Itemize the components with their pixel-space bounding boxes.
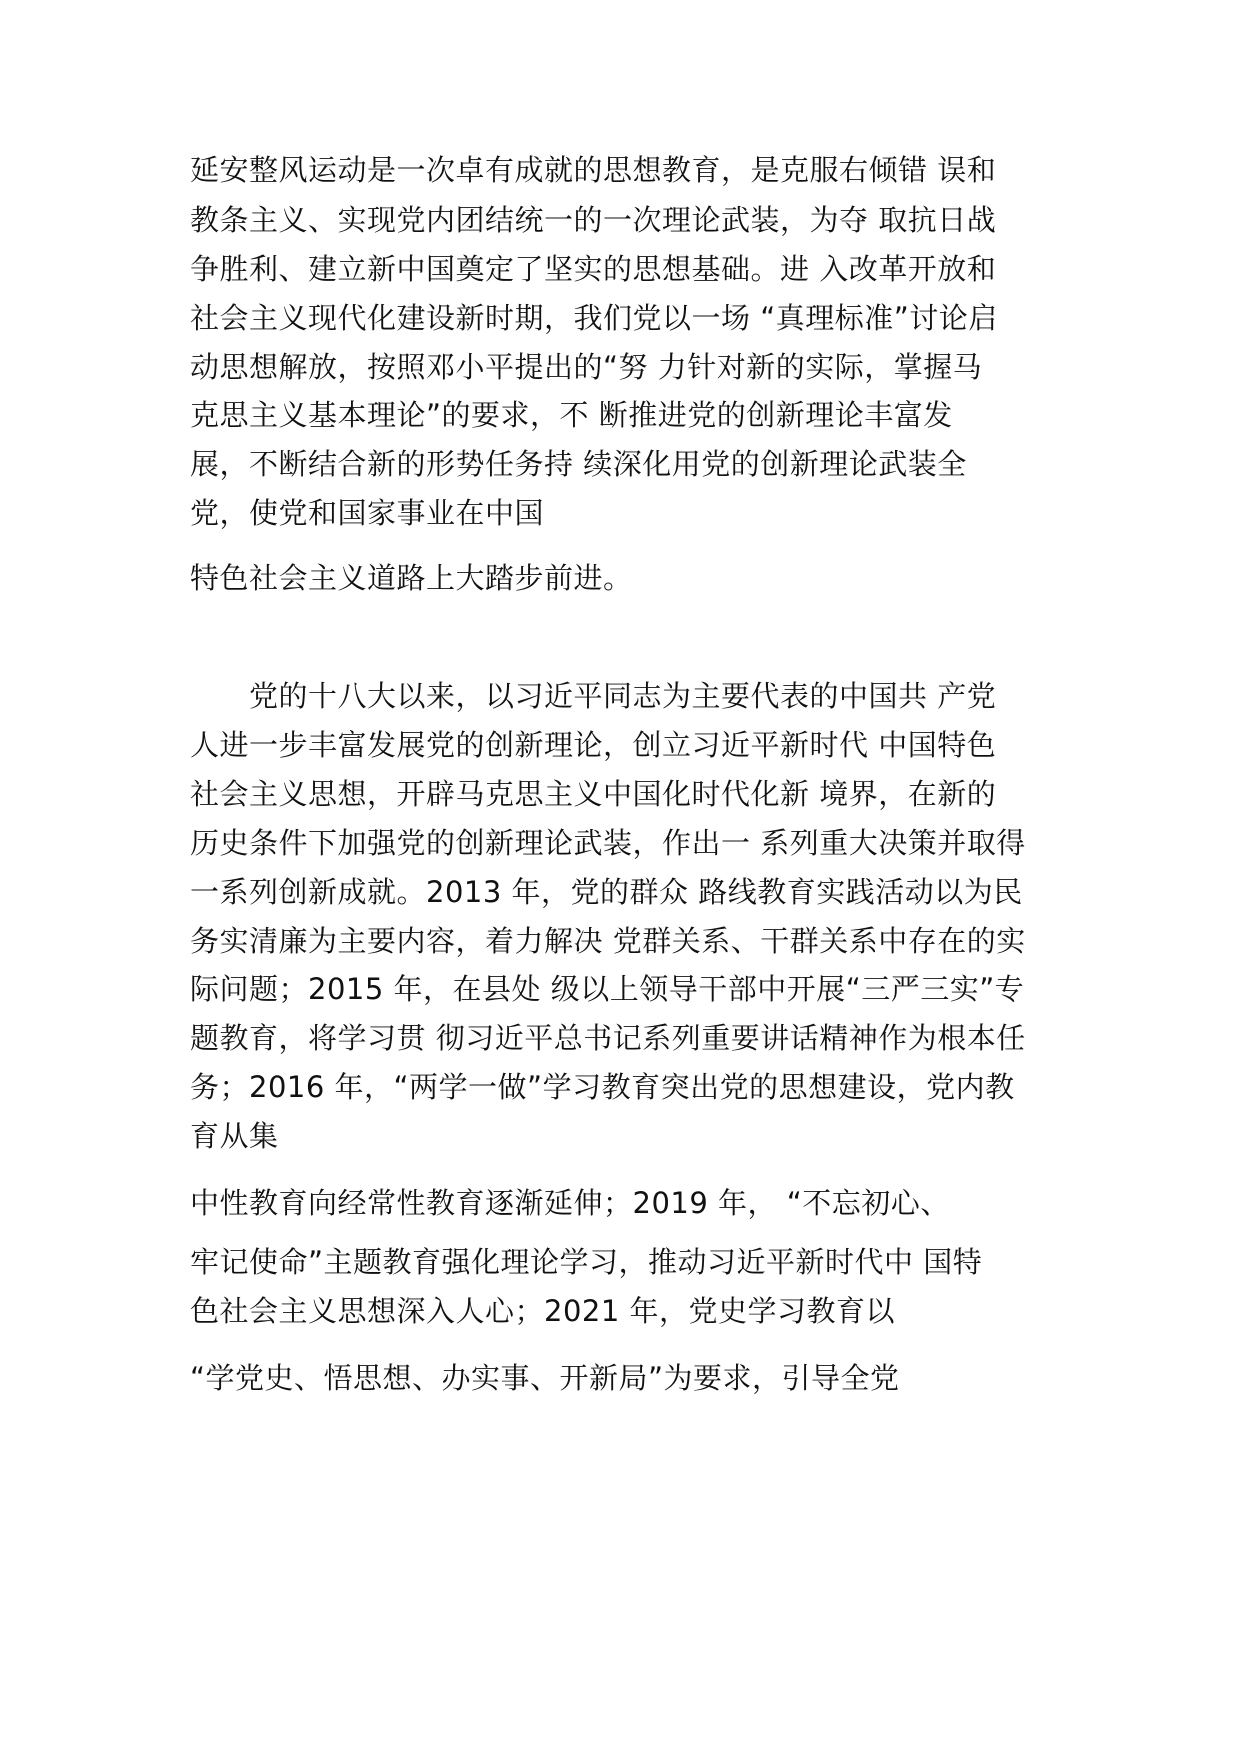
paragraph-2-line-6: 务实清廉为主要内容，着力解决 党群关系、干群关系中存在的实 bbox=[190, 924, 1026, 958]
paragraph-2-line-9: 务；2016 年，“两学一做”学习教育突出党的思想建设，党内教 bbox=[190, 1070, 1015, 1104]
paragraph-2-line-14: “学党史、悟思想、办实事、开新局”为要求，引导全党 bbox=[190, 1361, 900, 1395]
paragraph-2-line-1: 党的十八大以来，以习近平同志为主要代表的中国共 产党 bbox=[190, 679, 997, 713]
paragraph-2-line-10: 育从集 bbox=[190, 1119, 279, 1153]
paragraph-1-line-2: 教条主义、实现党内团结统一的一次理论武装，为夺 取抗日战 bbox=[190, 203, 997, 237]
paragraph-2-line-7: 际问题；2015 年，在县处 级以上领导干部中开展“三严三实”专 bbox=[190, 972, 1025, 1006]
paragraph-2-line-5: 一系列创新成就。2013 年，党的群众 路线教育实践活动以为民 bbox=[190, 875, 1023, 909]
paragraph-1-line-4: 社会主义现代化建设新时期，我们党以一场 “真理标准”讨论启 bbox=[190, 301, 998, 335]
paragraph-1-line-8: 党，使党和国家事业在中国 bbox=[190, 496, 545, 530]
paragraph-2-line-3: 社会主义思想，开辟马克思主义中国化时代化新 境界，在新的 bbox=[190, 777, 997, 811]
paragraph-2-line-12: 牢记使命”主题教育强化理论学习，推动习近平新时代中 国特 bbox=[190, 1245, 983, 1279]
paragraph-1-line-9: 特色社会主义道路上大踏步前进。 bbox=[190, 561, 633, 595]
paragraph-2-line-13: 色社会主义思想深入人心；2021 年，党史学习教育以 bbox=[190, 1294, 896, 1328]
paragraph-2-line-4: 历史条件下加强党的创新理论武装，作出一 系列重大决策并取得 bbox=[190, 826, 1026, 860]
paragraph-2-line-8: 题教育，将学习贯 彻习近平总书记系列重要讲话精神作为根本任 bbox=[190, 1021, 1026, 1055]
paragraph-1-line-1: 延安整风运动是一次卓有成就的思想教育，是克服右倾错 误和 bbox=[190, 153, 997, 187]
paragraph-1-line-5: 动思想解放，按照邓小平提出的“努 力针对新的实际，掌握马 bbox=[190, 350, 983, 384]
paragraph-1-line-7: 展，不断结合新的形势任务持 续深化用党的创新理论武装全 bbox=[190, 447, 967, 481]
paragraph-2-line-2: 人进一步丰富发展党的创新理论，创立习近平新时代 中国特色 bbox=[190, 728, 997, 762]
paragraph-1-line-6: 克思主义基本理论”的要求，不 断推进党的创新理论丰富发 bbox=[190, 398, 953, 432]
paragraph-2-line-11: 中性教育向经常性教育逐渐延伸；2019 年， “不忘初心、 bbox=[190, 1186, 950, 1220]
paragraph-1-line-3: 争胜利、建立新中国奠定了坚实的思想基础。进 入改革开放和 bbox=[190, 252, 997, 286]
